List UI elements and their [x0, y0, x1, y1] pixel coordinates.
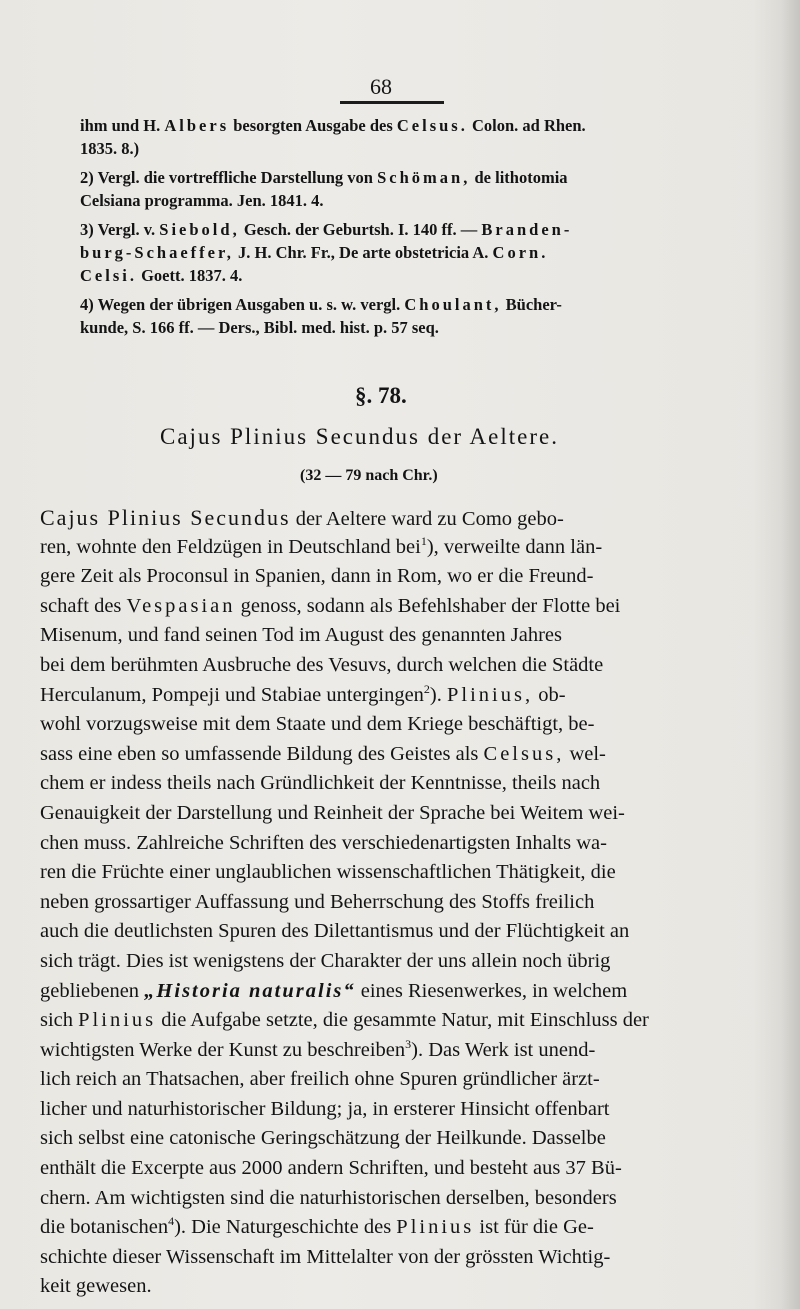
spaced-name: Celsi.: [80, 266, 137, 285]
footnote-ref: 3: [405, 1036, 412, 1051]
spaced-name: Vespasian: [126, 594, 236, 617]
page-edge-shadow: [752, 0, 800, 1309]
body-line: gere Zeit als Proconsul in Spanien, dann in Rom, wo er die Freund-: [40, 565, 594, 588]
footnote-line: kunde, S. 166 ff. — Ders., Bibl. med. hist. p. 57 seq.: [80, 318, 439, 337]
spaced-name: Choulant,: [404, 295, 502, 314]
section-number: §. 78.: [355, 383, 407, 408]
spaced-name: Schöman,: [377, 168, 471, 187]
body-line: chem er indess theils nach Gründlichkeit der Kenntnisse, theils nach: [40, 772, 601, 795]
body-line: neben grossartiger Auffassung und Beherrschung des Stoffs freilich: [40, 890, 595, 913]
spaced-name: Plinius: [396, 1216, 475, 1239]
body-line: schaft des Vespasian genoss, sodann als Befehlshaber der Flotte bei: [40, 594, 621, 617]
footnote-line: burg-Schaeffer, J. H. Chr. Fr., De arte obstetricia A. Corn.: [80, 243, 549, 262]
body-line: auch die deutlichsten Spuren des Dilettantismus und der Flüchtigkeit an: [40, 920, 630, 943]
body-line: sich selbst eine catonische Geringschätzung der Heilkunde. Dasselbe: [40, 1127, 606, 1150]
body-line: chern. Am wichtigsten sind die naturhistorischen derselben, besonders: [40, 1186, 617, 1209]
body-line: wohl vorzugsweise mit dem Staate und dem Kriege beschäftigt, be-: [40, 713, 595, 736]
section-dates: (32 — 79 nach Chr.): [300, 467, 438, 484]
page-number-rule: [340, 101, 444, 104]
spaced-name: Albers: [164, 116, 230, 135]
body-line: sass eine eben so umfassende Bildung des Geistes als Celsus, wel-: [40, 742, 606, 765]
body-line: sich trägt. Dies ist wenigstens der Charakter der uns allein noch übrig: [40, 949, 611, 972]
spaced-name: Plinius,: [447, 683, 534, 706]
body-line: Herculanum, Pompeji und Stabiae untergingen$^2$). Plinius, ob-: [40, 681, 566, 706]
footnote: [60, 218, 762, 287]
body-text: [40, 503, 780, 1302]
spaced-name: Corn.: [492, 243, 549, 262]
footnote-line: Celsi. Goett. 1837. 4.: [80, 266, 243, 285]
section-title: Cajus Plinius Secundus der Aeltere.: [160, 424, 559, 449]
spaced-name: Plinius: [78, 1009, 157, 1032]
footnote-ref: 4: [168, 1214, 175, 1229]
page-number: 68: [370, 74, 392, 99]
spaced-name: burg-Schaeffer,: [80, 243, 234, 262]
body-line: Cajus Plinius Secundus der Aeltere ward zu Como gebo-: [40, 505, 564, 530]
body-line: schichte dieser Wissenschaft im Mittelalter von der grössten Wichtig-: [40, 1245, 611, 1268]
footnote-line: 4) Wegen der übrigen Ausgaben u. s. w. vergl. Choulant, Bücher-: [80, 295, 562, 314]
body-line: lich reich an Thatsachen, aber freilich ohne Spuren gründlicher ärzt-: [40, 1068, 600, 1091]
footnote-ref: 2: [423, 681, 430, 696]
spaced-name: Branden-: [481, 220, 573, 239]
footnote: [60, 166, 762, 212]
footnote-line: 2) Vergl. die vortreffliche Darstellung von Schöman, de lithotomia: [80, 168, 568, 187]
body-line: licher und naturhistorischer Bildung; ja, in ersterer Hinsicht offenbart: [40, 1097, 610, 1120]
body-line: enthält die Excerpte aus 2000 andern Schriften, und besteht aus 37 Bü-: [40, 1157, 622, 1180]
spaced-name: Siebold,: [159, 220, 240, 239]
footnote-line: 3) Vergl. v. Siebold, Gesch. der Geburtsh. I. 140 ff. — Branden-: [80, 220, 573, 239]
lead-name: Cajus Plinius Secundus: [40, 505, 291, 530]
body-line: bei dem berühmten Ausbruche des Vesuvs, durch welchen die Städte: [40, 653, 604, 676]
spaced-name: Celsus,: [483, 742, 565, 765]
footnote: [60, 293, 762, 339]
body-line: ren die Früchte einer unglaublichen wissenschaftlichen Thätigkeit, die: [40, 861, 616, 884]
body-line: Genauigkeit der Darstellung und Reinheit der Sprache bei Weitem wei-: [40, 801, 625, 824]
body-line: gebliebenen „Historia naturalis“ eines Riesenwerkes, in welchem: [40, 979, 628, 1002]
work-title: „Historia naturalis“: [144, 979, 356, 1002]
body-line: die botanischen$^4$). Die Naturgeschichte des Plinius ist für die Ge-: [40, 1214, 594, 1239]
body-line: chen muss. Zahlreiche Schriften des verschiedenartigsten Inhalts wa-: [40, 831, 607, 854]
footnotes-continued: [60, 114, 762, 345]
footnote: [60, 114, 762, 160]
body-line: keit gewesen.: [40, 1275, 152, 1298]
footnote-line: Celsiana programma. Jen. 1841. 4.: [80, 191, 324, 210]
footnote-line: 1835. 8.): [80, 139, 140, 158]
spaced-name: Celsus.: [396, 116, 468, 135]
body-line: sich Plinius die Aufgabe setzte, die gesammte Natur, mit Einschluss der: [40, 1009, 649, 1032]
footnote-line: ihm und H. Albers besorgten Ausgabe des Celsus. Colon. ad Rhen.: [80, 116, 586, 135]
body-line: Misenum, und fand seinen Tod im August des genannten Jahres: [40, 624, 562, 647]
body-line: wichtigsten Werke der Kunst zu beschreiben$^3$). Das Werk ist unend-: [40, 1036, 596, 1061]
body-line: ren, wohnte den Feldzügen in Deutschland bei$^1$), verweilte dann län-: [40, 533, 603, 558]
footnote-ref: 1: [420, 533, 427, 548]
